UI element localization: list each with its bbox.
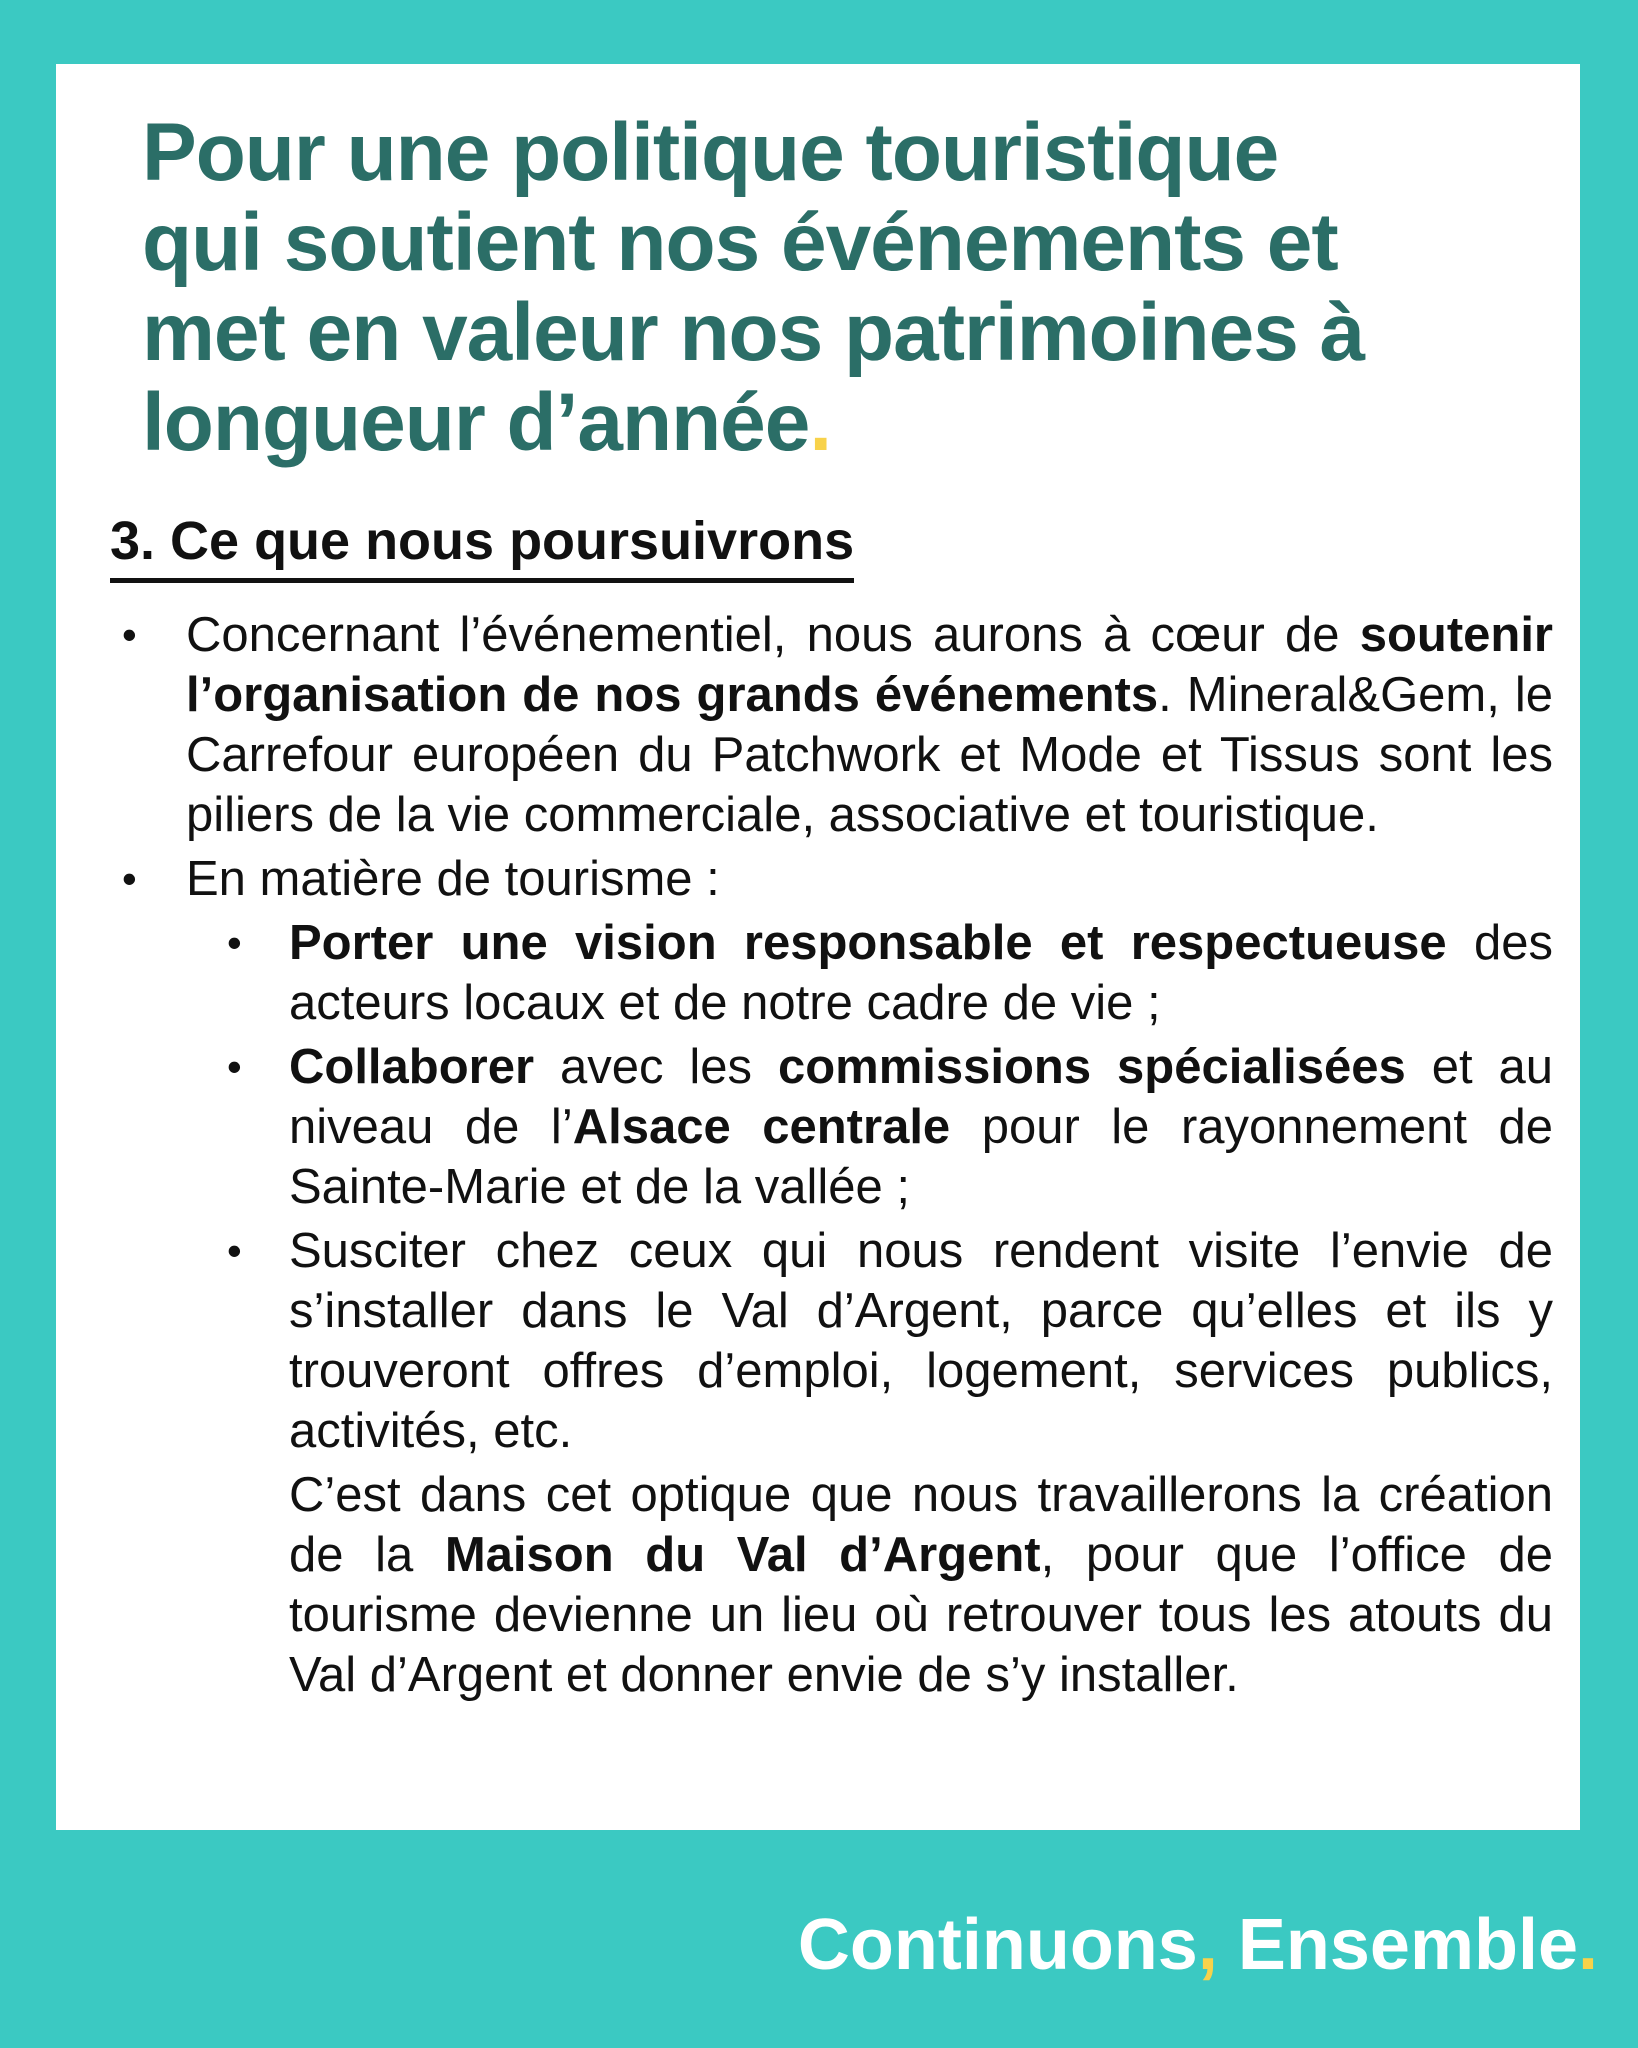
footer-accent-period: . <box>1577 1905 1598 1985</box>
bullet-marker: • <box>227 1227 242 1274</box>
text-segment: , pour que l’office de tourisme devienne un lieu où retrouver tous les atouts du Val d’Argent et donner envie de s’y installer. <box>289 1528 1553 1702</box>
text-segment-bold: Maison du Val d’Argent <box>444 1528 1041 1582</box>
text-segment: des acteurs locaux et de notre cadre de vie ; <box>289 916 1553 1030</box>
sub-item-collaboration-text <box>289 1037 1553 1217</box>
title-line-4 <box>142 378 1553 468</box>
footer-word-ensemble: Ensemble <box>1217 1905 1578 1985</box>
text-segment: avec les <box>534 1040 778 1094</box>
content-card <box>56 64 1580 1830</box>
bullet-list <box>110 605 1553 1705</box>
closing-paragraph <box>289 1465 1553 1705</box>
list-item-events <box>110 605 1553 845</box>
list-item-tourism-content <box>186 849 1553 1705</box>
text-segment-bold: Alsace centrale <box>572 1100 951 1154</box>
text-segment: Concernant l’événementiel, nous aurons à cœur de <box>186 608 1360 662</box>
text-segment-bold: soutenir l’organisation de nos grands événements <box>186 608 1553 722</box>
footer-word-continuons: Continuons <box>797 1905 1198 1985</box>
sub-item-vision <box>186 913 1553 1033</box>
title-line-2: qui soutient nos événements et <box>142 197 1338 288</box>
text-segment: . Mineral&Gem, le Carrefour européen du Patchwork et Mode et Tissus sont les piliers de la vie commerciale, associative et touristique. <box>186 668 1553 842</box>
title-line-4-text: longueur d’année <box>142 377 810 468</box>
text-segment: C’est dans cet optique que nous travaillerons la création de la <box>289 1468 1553 1582</box>
title-line-1: Pour une politique touristique <box>142 107 1279 198</box>
list-item-events-text <box>186 605 1553 845</box>
text-segment: pour le rayonnement de Sainte-Marie et de la vallée ; <box>289 1100 1553 1214</box>
text-segment-bold: commissions spécialisées <box>777 1040 1406 1094</box>
tourism-intro-text: En matière de tourisme : <box>186 852 720 906</box>
bullet-marker: • <box>227 1043 242 1090</box>
text-segment: et au niveau de l’ <box>289 1040 1553 1154</box>
bullet-marker: • <box>122 611 137 658</box>
page-title <box>142 108 1553 468</box>
list-item-tourism <box>110 849 1553 1705</box>
sub-item-vision-text <box>289 913 1553 1033</box>
bullet-marker: • <box>122 855 137 902</box>
section-heading-text: 3. Ce que nous poursuivrons <box>110 510 854 583</box>
text-segment-bold: Collaborer <box>289 1040 535 1094</box>
sub-item-attractiveness-text: Susciter chez ceux qui nous rendent visite l’envie de s’installer dans le Val d’Argent, parce qu’elles et ils y trouveront offres d’emploi, logement, services publics, activités, etc. <box>289 1224 1553 1458</box>
bullet-marker: • <box>227 919 242 966</box>
footer-accent-comma: , <box>1197 1905 1218 1985</box>
sub-item-attractiveness <box>186 1221 1553 1461</box>
title-line-3: met en valeur nos patrimoines à <box>142 287 1365 378</box>
section-heading <box>110 510 1553 583</box>
title-accent-period: . <box>809 377 832 468</box>
text-segment-bold: Porter une vision responsable et respectueuse <box>289 916 1447 970</box>
sub-item-collaboration <box>186 1037 1553 1217</box>
footer-slogan <box>798 1902 1598 1988</box>
